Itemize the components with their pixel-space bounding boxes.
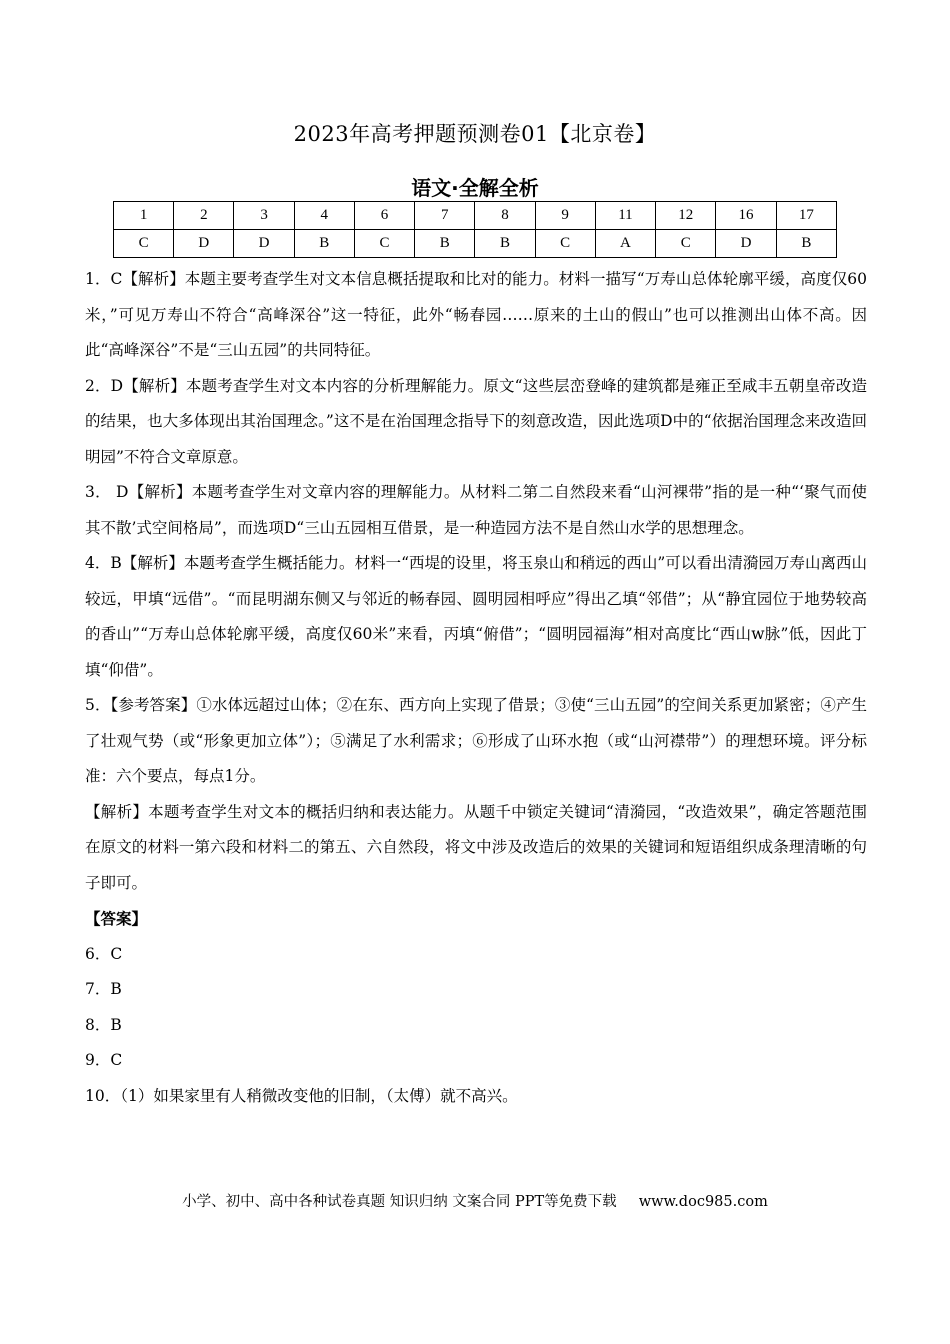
question-number-cell: 7 — [415, 202, 475, 230]
explanation-paragraph: 【解析】本题考查学生对文本的概括归纳和表达能力。从题千中锁定关键词“清漪园，“改造效果”，确定答题范围在原文的材料一第六段和材料二的第五、六自然段，将文中涉及改造后的效果的关键词和短语组织成条理清晰的句子即可。 — [85, 802, 867, 892]
question-number-cell: 2 — [174, 202, 234, 230]
footer-text: 小学、初中、高中各种试卷真题 知识归纳 文案合同 PPT等免费下载 — [182, 1194, 617, 1210]
question-number-cell: 6 — [354, 202, 414, 230]
explanation-paragraph: 4．B【解析】本题考查学生概括能力。材料一“西堤的设里，将玉泉山和稍远的西山”可以看出清漪园万寿山离西山较远，甲填“远借”。“而昆明湖东侧又与邻近的畅春园、圆明园相呼应”得出乙填“邻借”；从“静宜园位于地势较高的香山”“万寿山总体轮廓平缓，高度仅60米”来看，丙填“俯借”；“圆明园福海”相对高度比“西山w脉”低，因此丁填“仰借”。 — [85, 554, 867, 679]
answer-cell: C — [656, 230, 716, 258]
answer-item: 8．B — [85, 1015, 122, 1034]
answer-cell: A — [595, 230, 655, 258]
explanation-paragraph: 5．【参考答案】①水体远超过山体；②在东、西方向上实现了借景；③使“三山五园”的空间关系更加紧密；④产生了壮观气势（或“形象更加立体”）；⑤满足了水利需求；⑥形成了山环水抱（或“山河襟带”）的理想环境。评分标准：六个要点，每点1分。 — [85, 696, 867, 785]
question-number-cell: 9 — [535, 202, 595, 230]
answer-cell: D — [174, 230, 234, 258]
page-subtitle: 语文·全解全析 — [411, 176, 539, 200]
explanation-paragraph: 3． D【解析】本题考查学生对文章内容的理解能力。从材料二第二自然段来看“山河裸带”指的是一种“‘聚气而使其不散’式空间格局”，而选项D“三山五园相互借景，是一种造园方法不是自然山水学的思想理念。 — [85, 483, 867, 537]
page-title: 2023年高考押题预测卷01【北京卷】 — [293, 122, 657, 146]
answer-item: 6．C — [85, 944, 123, 963]
footer-site: www.doc985.com — [638, 1194, 768, 1210]
question-number-cell: 8 — [475, 202, 535, 230]
question-number-cell: 3 — [234, 202, 294, 230]
page-footer — [0, 1190, 950, 1211]
answer-item: 10．（1）如果家里有人稍微改变他的旧制，（太傅）就不高兴。 — [85, 1086, 518, 1105]
explanation-paragraph: 1．C【解析】本题主要考查学生对文本信息概括提取和比对的能力。材料一描写“万寿山总体轮廓平缓，高度仅60米，”可见万寿山不符合“高峰深谷”这一特征，此外“畅春园……原来的土山的假山”也可以推测出山体不高。因此“高峰深谷”不是“三山五园”的共同特征。 — [85, 270, 867, 359]
answer-cell: C — [114, 230, 174, 258]
question-number-cell: 12 — [656, 202, 716, 230]
document-body — [85, 262, 867, 1114]
question-number-cell: 1 — [114, 202, 174, 230]
answer-cell: C — [535, 230, 595, 258]
question-number-cell: 16 — [716, 202, 776, 230]
answer-cell: D — [234, 230, 294, 258]
answer-cell: B — [475, 230, 535, 258]
explanation-paragraph: 2．D【解析】本题考查学生对文本内容的分析理解能力。原文“这些层峦登峰的建筑都是雍正至咸丰五朝皇帝改造的结果，也大多体现出其治国理念。”这不是在治国理念指导下的刻意改造，因此选项D中的“依据治国理念来改造回明园”不符合文章原意。 — [85, 376, 867, 466]
answer-item: 7．B — [85, 980, 122, 998]
answer-cell: C — [354, 230, 414, 258]
question-number-row — [114, 202, 837, 230]
question-number-cell: 17 — [776, 202, 836, 230]
answer-cell: B — [294, 230, 354, 258]
answer-row — [114, 230, 837, 258]
answer-item: 9．C — [85, 1051, 123, 1069]
answer-cell: B — [776, 230, 836, 258]
answer-cell: B — [415, 230, 475, 258]
answers-heading: 【答案】 — [85, 909, 148, 928]
question-number-cell: 4 — [294, 202, 354, 230]
answer-key-table — [113, 201, 837, 258]
question-number-cell: 11 — [595, 202, 655, 230]
answer-cell: D — [716, 230, 776, 258]
